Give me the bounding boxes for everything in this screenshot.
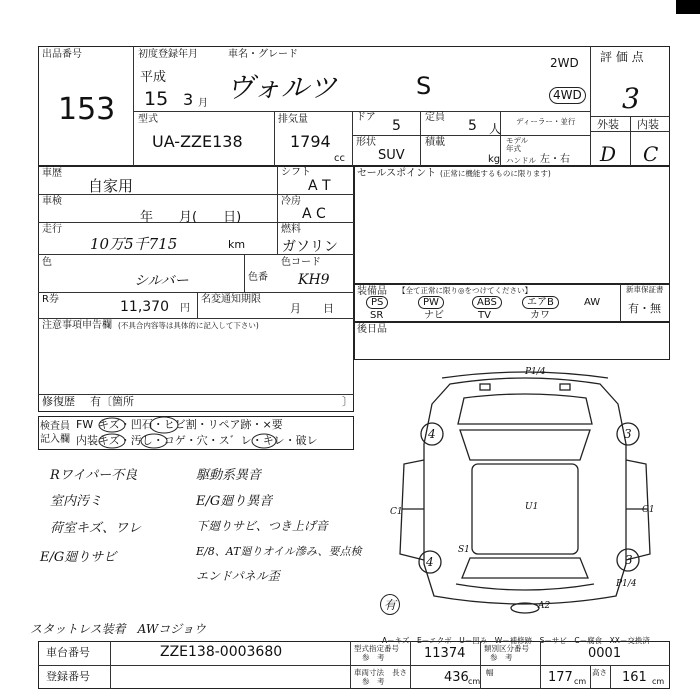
name-change-date: 月 日 bbox=[290, 302, 334, 315]
drive-4wd: 4WD bbox=[549, 87, 586, 104]
color-code-label: 色コード bbox=[281, 257, 321, 268]
inspection-label-1: 検査員 bbox=[40, 421, 70, 432]
mark-3-rear: 3 bbox=[625, 553, 633, 567]
lot-number: 153 bbox=[58, 92, 116, 127]
equip-code-airbag: エアB bbox=[522, 296, 559, 309]
inspection-label: 車検 bbox=[42, 196, 62, 207]
length-short: 長さ bbox=[392, 668, 407, 677]
mark-c1-right: C1 bbox=[642, 505, 655, 515]
note-end-panel: エンドパネル歪 bbox=[196, 569, 280, 583]
repair-label: 修復歴 bbox=[42, 395, 75, 408]
height-label: 高さ bbox=[592, 668, 607, 677]
note-studless: スタットレス装着 AWコジョウ bbox=[30, 622, 206, 636]
mark-3-front: 3 bbox=[624, 427, 632, 441]
note-wiper: Rワイパー不良 bbox=[50, 468, 138, 483]
grade: S bbox=[416, 72, 432, 100]
height-value: 161 bbox=[622, 670, 647, 685]
inspection-row1: キズ・凹石・ヒビ割・リペア跡・×要 bbox=[98, 418, 283, 431]
equip-name-tv: TV bbox=[478, 310, 491, 321]
color-label: 色 bbox=[42, 257, 52, 268]
length-label: 車両寸法 bbox=[354, 668, 384, 677]
equip-label: 装備品 bbox=[357, 286, 387, 297]
displacement: 1794 bbox=[290, 132, 331, 151]
mileage-value: 10万5千715 bbox=[90, 235, 178, 253]
mark-a2: A2 bbox=[538, 601, 551, 611]
equip-name-navi: ナビ bbox=[424, 310, 444, 321]
warranty-label: 新車保証書 bbox=[626, 285, 664, 294]
drive-2wd: 2WD bbox=[550, 56, 579, 70]
equip-code-aw: AW bbox=[584, 297, 601, 308]
doors-label: ドア bbox=[356, 112, 376, 123]
ac-value: A C bbox=[302, 206, 326, 222]
type-num-sub: 参 考 bbox=[362, 653, 385, 662]
model-year-label: モデル 年式 bbox=[506, 136, 529, 153]
repair-close: 〕 bbox=[342, 395, 353, 408]
interior-label: 内装 bbox=[637, 118, 659, 131]
note-cargo: 荷室キズ、ワレ bbox=[50, 521, 142, 536]
damage-legend: A－キズ E－エクボ U－凹み W－補修跡 S－サビ C－腐食 XX－交換済 bbox=[382, 636, 650, 645]
type-num-label: 型式指定番号 bbox=[354, 644, 399, 653]
color-num-label: 色番 bbox=[248, 272, 268, 283]
era: 平成 bbox=[140, 70, 167, 85]
category-value: 0001 bbox=[588, 646, 622, 661]
sales-frame bbox=[354, 166, 670, 284]
dealer-label: ディーラー・並行 bbox=[516, 117, 576, 126]
mark-s1: S1 bbox=[458, 545, 470, 555]
width-label: 幅 bbox=[486, 668, 494, 677]
handle-label: ハンドル bbox=[506, 156, 536, 165]
mark-c1-left: C1 bbox=[390, 507, 403, 517]
warranty-value: 有・無 bbox=[628, 302, 661, 315]
history-label: 車歴 bbox=[42, 168, 62, 179]
shape-label: 形状 bbox=[356, 137, 376, 148]
km-unit: km bbox=[228, 238, 246, 251]
equip-code-abs: ABS bbox=[472, 296, 502, 309]
note-underbody: 下廻りサビ、つき上げ音 bbox=[196, 519, 328, 533]
name-grade-label: 車名・グレード bbox=[228, 49, 298, 60]
chassis-value: ZZE138-0003680 bbox=[160, 644, 283, 660]
model: UA-ZZE138 bbox=[152, 132, 243, 151]
recycle-label: R券 bbox=[42, 294, 59, 305]
yen-unit: 円 bbox=[180, 303, 190, 314]
shift-value: A T bbox=[308, 178, 331, 194]
color-code-value: KH9 bbox=[298, 272, 330, 288]
inspection-row1-prefix: FW bbox=[76, 418, 94, 431]
later-label: 後日品 bbox=[357, 324, 387, 335]
interior-grade: C bbox=[643, 142, 659, 166]
reg-label: 登録番号 bbox=[46, 670, 90, 683]
color-value: シルバー bbox=[134, 273, 189, 289]
note-interior-stain: 室内汚ミ bbox=[50, 494, 103, 509]
sales-label: セールスポイント bbox=[357, 168, 437, 179]
model-label: 型式 bbox=[138, 114, 158, 125]
category-sub: 参 考 bbox=[490, 653, 513, 662]
notes-hint: (不具合内容等は具体的に記入して下さい) bbox=[118, 321, 259, 330]
note-drive-noise: 駆動系異音 bbox=[196, 468, 262, 483]
length-sub: 参 考 bbox=[362, 677, 385, 686]
mark-4-rear: 4 bbox=[426, 555, 434, 569]
shape: SUV bbox=[378, 148, 405, 163]
note-engine-noise: E/G廻り異音 bbox=[196, 494, 273, 509]
car-name: ヴォルツ bbox=[226, 71, 337, 104]
load-unit: kg bbox=[488, 154, 501, 165]
inspection-row2: キズ・汚し・コゲ・穴・ス゛レ・キレ・破レ bbox=[98, 434, 318, 447]
mark-p1-rear: P1/4 bbox=[616, 579, 637, 589]
equip-hint: 【全て正常に限り◎をつけてください】 bbox=[398, 286, 533, 295]
chassis-label: 車台番号 bbox=[46, 646, 90, 659]
lot-label: 出品番号 bbox=[42, 49, 82, 60]
displacement-label: 排気量 bbox=[278, 114, 308, 125]
corner-mark bbox=[676, 0, 700, 14]
notes-label: 注意事項申告欄 bbox=[42, 320, 112, 331]
inspection-circles bbox=[96, 414, 296, 452]
type-num-value: 11374 bbox=[424, 646, 466, 661]
mileage-label: 走行 bbox=[42, 224, 62, 235]
mark-u1: U1 bbox=[525, 502, 539, 512]
recycle-value: 11,370 bbox=[120, 299, 169, 315]
length-unit: cm bbox=[468, 677, 481, 686]
name-change-label: 名変通知期限 bbox=[201, 294, 261, 305]
month: 3 bbox=[183, 90, 194, 109]
inspection-label-2: 記入欄 bbox=[40, 434, 70, 445]
shift-label: シフト bbox=[281, 167, 311, 178]
history-value: 自家用 bbox=[88, 177, 134, 195]
fuel-label: 燃料 bbox=[281, 224, 301, 235]
load-label: 積載 bbox=[425, 137, 445, 148]
length-value: 436 bbox=[444, 670, 469, 685]
width-unit: cm bbox=[574, 677, 587, 686]
history-frame bbox=[38, 166, 354, 412]
repair-value: 有〔箇所 bbox=[90, 395, 134, 408]
eval-score: 3 bbox=[622, 82, 640, 115]
inspection-value: 年 月( 日) bbox=[140, 210, 242, 225]
mark-p1-front: P1/4 bbox=[525, 367, 546, 377]
month-unit: 月 bbox=[198, 98, 208, 109]
doors: 5 bbox=[392, 118, 401, 134]
exterior-grade: D bbox=[600, 142, 617, 166]
capacity-unit: 人 bbox=[489, 122, 502, 136]
capacity: 5 bbox=[468, 118, 477, 134]
height-unit: cm bbox=[652, 677, 665, 686]
note-engine-rust: E/G廻りサビ bbox=[40, 550, 117, 565]
later-frame bbox=[354, 322, 670, 360]
note-oil-leak: E/8、AT廻りオイル滲み、要点検 bbox=[196, 545, 362, 558]
handle-value: 左・右 bbox=[540, 154, 570, 165]
year: 15 bbox=[144, 88, 169, 110]
exterior-label: 外装 bbox=[597, 118, 619, 131]
diagram-stamp: 有 bbox=[380, 594, 400, 615]
inspection-row2-prefix: 内装 bbox=[76, 434, 98, 447]
ac-label: 冷房 bbox=[281, 196, 301, 207]
fuel-value: ガソリン bbox=[282, 239, 338, 255]
width-value: 177 bbox=[548, 670, 573, 685]
mark-4-front: 4 bbox=[428, 427, 436, 441]
category-label: 類別区分番号 bbox=[484, 644, 529, 653]
eval-label: 評 価 点 bbox=[600, 50, 644, 64]
sales-hint: (正常に機能するものに限ります) bbox=[440, 169, 551, 178]
car-diagram bbox=[380, 364, 670, 624]
capacity-label: 定員 bbox=[425, 112, 445, 123]
equip-name-sr: SR bbox=[370, 310, 384, 321]
equip-name-leather: カワ bbox=[530, 310, 550, 321]
equip-code-pw: PW bbox=[418, 296, 444, 309]
first-reg-label: 初度登録年月 bbox=[138, 49, 198, 60]
cc-unit: cc bbox=[334, 153, 345, 164]
equip-code-ps: PS bbox=[366, 296, 388, 309]
